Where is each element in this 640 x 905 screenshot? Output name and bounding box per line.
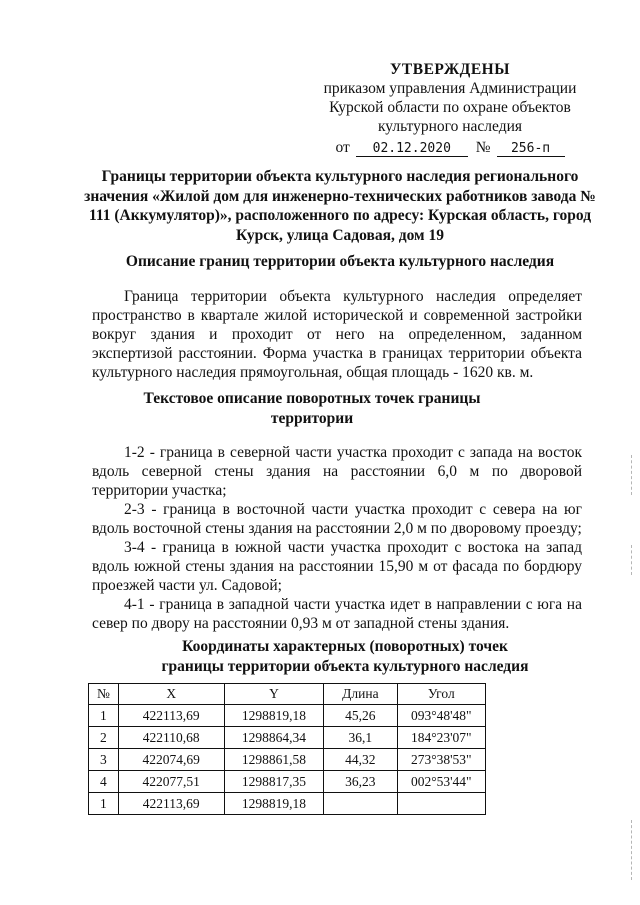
cell-number: 3	[89, 749, 119, 771]
approval-date-number	[300, 138, 600, 157]
scan-edge-mark	[631, 545, 634, 575]
cell-angle: 093°48'48"	[397, 705, 485, 727]
document-title: Границы территории объекта культурного наследия регионального значения «Жилой дом для инженерно-технических работников завода № 111 (Аккумулятор)», расположенного по адресу: Курская область, город Курск, улица Садовая, дом 19	[84, 168, 596, 244]
column-header-length: Длина	[324, 684, 397, 705]
cell-y: 1298819,18	[224, 793, 324, 815]
coordinates-heading-line-2: границы территории объекта культурного наследия	[161, 657, 529, 675]
turning-point-item: 3-4 - граница в южной части участка проходит с востока на запад вдоль южной стены здания на расстоянии 15,90 м от фасада по бордюру проезжей части ул. Садовой;	[92, 539, 582, 594]
number-label: №	[475, 139, 491, 156]
cell-y: 1298817,35	[224, 771, 324, 793]
cell-number: 1	[89, 793, 119, 815]
cell-number: 2	[89, 727, 119, 749]
cell-x: 422113,69	[118, 793, 224, 815]
approval-line-3: культурного наследия	[377, 118, 523, 135]
cell-x: 422110,68	[118, 727, 224, 749]
table-row	[89, 793, 486, 815]
scan-edge-mark	[631, 820, 634, 880]
turning-points-heading-line-1: Текстовое описание поворотных точек границы	[143, 390, 481, 407]
coordinates-heading-line-1: Координаты характерных (поворотных) точек	[182, 638, 508, 655]
cell-angle: 184°23'07"	[397, 727, 485, 749]
column-header-x: X	[118, 684, 224, 705]
cell-angle: 273°38'53"	[397, 749, 485, 771]
description-text: Граница территории объекта культурного наследия определяет пространство в квартале жилой исторической и современной застройки вокруг здания и проходит от него на определенном, заданном экспертизой расстоянии. Форма участка в границах территории объекта культурного наследия прямоугольная, общая площадь - 1620 кв. м.	[92, 288, 582, 381]
cell-x: 422077,51	[118, 771, 224, 793]
cell-angle: 002°53'44"	[397, 771, 485, 793]
approval-date: 02.12.2020	[356, 141, 468, 157]
approval-stamp	[300, 60, 600, 157]
table-row	[89, 727, 486, 749]
approval-number: 256-п	[497, 141, 565, 157]
cell-y: 1298864,34	[224, 727, 324, 749]
approval-line-1: приказом управления Администрации	[323, 80, 577, 97]
cell-length: 44,32	[324, 749, 397, 771]
cell-length: 36,23	[324, 771, 397, 793]
approval-line-2: Курской области по охране объектов	[329, 99, 571, 116]
coordinates-heading	[85, 637, 605, 676]
turning-points-list	[92, 443, 582, 633]
cell-length: 36,1	[324, 727, 397, 749]
coordinates-table	[88, 683, 486, 815]
cell-number: 4	[89, 771, 119, 793]
table-row	[89, 771, 486, 793]
cell-length	[324, 793, 397, 815]
table-row	[89, 705, 486, 727]
turning-points-heading-line-2: территории	[270, 409, 354, 427]
table-row	[89, 749, 486, 771]
turning-point-item: 4-1 - граница в западной части участка идет в направлении с юга на север по двору на расстоянии 0,93 м от западной стены здания.	[92, 596, 582, 632]
cell-y: 1298861,58	[224, 749, 324, 771]
cell-length: 45,26	[324, 705, 397, 727]
description-heading: Описание границ территории объекта культурного наследия	[125, 253, 555, 270]
column-header-number: №	[89, 684, 119, 705]
turning-points-heading	[52, 389, 572, 428]
column-header-angle: Угол	[397, 684, 485, 705]
from-label: от	[335, 139, 350, 156]
scan-edge-mark	[631, 455, 634, 495]
approval-heading: УТВЕРЖДЕНЫ	[390, 61, 510, 78]
turning-point-item: 2-3 - граница в восточной части участка проходит с севера на юг вдоль восточной стены здания на расстоянии 2,0 м по дворовому проезду;	[92, 501, 582, 537]
turning-point-item: 1-2 - граница в северной части участка проходит с запада на восток вдоль северной стены здания на расстоянии 6,0 м по дворовой территории участка;	[92, 444, 582, 499]
column-header-y: Y	[224, 684, 324, 705]
cell-x: 422113,69	[118, 705, 224, 727]
cell-y: 1298819,18	[224, 705, 324, 727]
cell-angle	[397, 793, 485, 815]
cell-x: 422074,69	[118, 749, 224, 771]
table-header-row	[89, 684, 486, 705]
cell-number: 1	[89, 705, 119, 727]
